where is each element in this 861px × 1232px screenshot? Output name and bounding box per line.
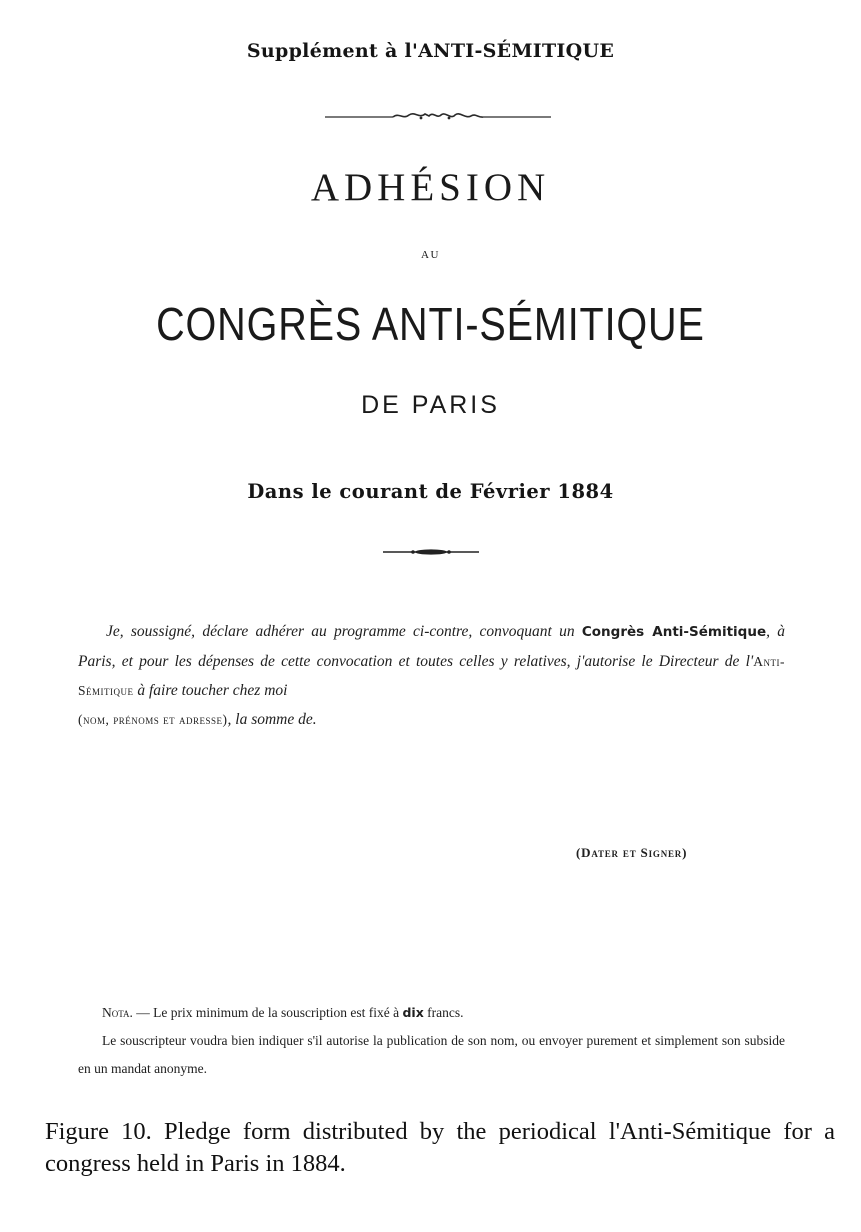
nota-first-line: [78, 999, 785, 1027]
nota-text-part-2: francs.: [423, 1005, 464, 1020]
declaration-address-hint: (nom, prénoms et adresse): [78, 712, 228, 727]
nota-text-part-1: — Le prix minimum de la souscription est fixé à: [132, 1005, 403, 1020]
date-line: Dans le courant de Février 1884: [247, 480, 614, 503]
nota-label: Nota.: [102, 1005, 133, 1020]
decorative-rule-ornament-top: [325, 106, 551, 126]
nota-section: [78, 999, 785, 1083]
declaration-periodical-name: Anti-Sémitique: [78, 654, 785, 698]
declaration-congress-term: Congrès Anti-Sémitique: [581, 624, 767, 640]
declaration-last-line: [78, 705, 785, 734]
nota-body: Le souscripteur voudra bien indiquer s'il autorise la publication de son nom, ou envoyer purement et simplement son subside en un mandat anonyme.: [78, 1033, 785, 1076]
declaration-paragraph: [78, 617, 785, 734]
connector-word: AU: [421, 249, 440, 261]
declaration-text-part-4: , la somme de.: [227, 711, 317, 728]
declaration-text-part-1: Je, soussigné, déclare adhérer au programme ci-contre, convoquant un: [106, 623, 582, 640]
signature-instruction: (Dater et Signer): [576, 845, 688, 860]
main-title: ADHÉSION: [310, 166, 551, 209]
nota-amount: dix: [402, 1005, 424, 1020]
congress-title: CONGRÈS ANTI-SÉMITIQUE: [156, 298, 705, 350]
declaration-text-part-3: à faire toucher chez moi: [133, 682, 288, 699]
decorative-rule-ornament-middle: [383, 545, 479, 559]
supplement-header: Supplément à l'ANTI-SÉMITIQUE: [246, 40, 615, 62]
figure-caption: Figure 10. Pledge form distributed by the periodical l'Anti-Sémitique for a congress held in Paris in 1884.: [45, 1118, 835, 1177]
location-subtitle: DE PARIS: [361, 391, 500, 419]
declaration-text-part-2: , à Paris, et pour les dépenses de cette convocation et toutes celles y relatives, j'autorise le Directeur de l': [78, 623, 785, 670]
